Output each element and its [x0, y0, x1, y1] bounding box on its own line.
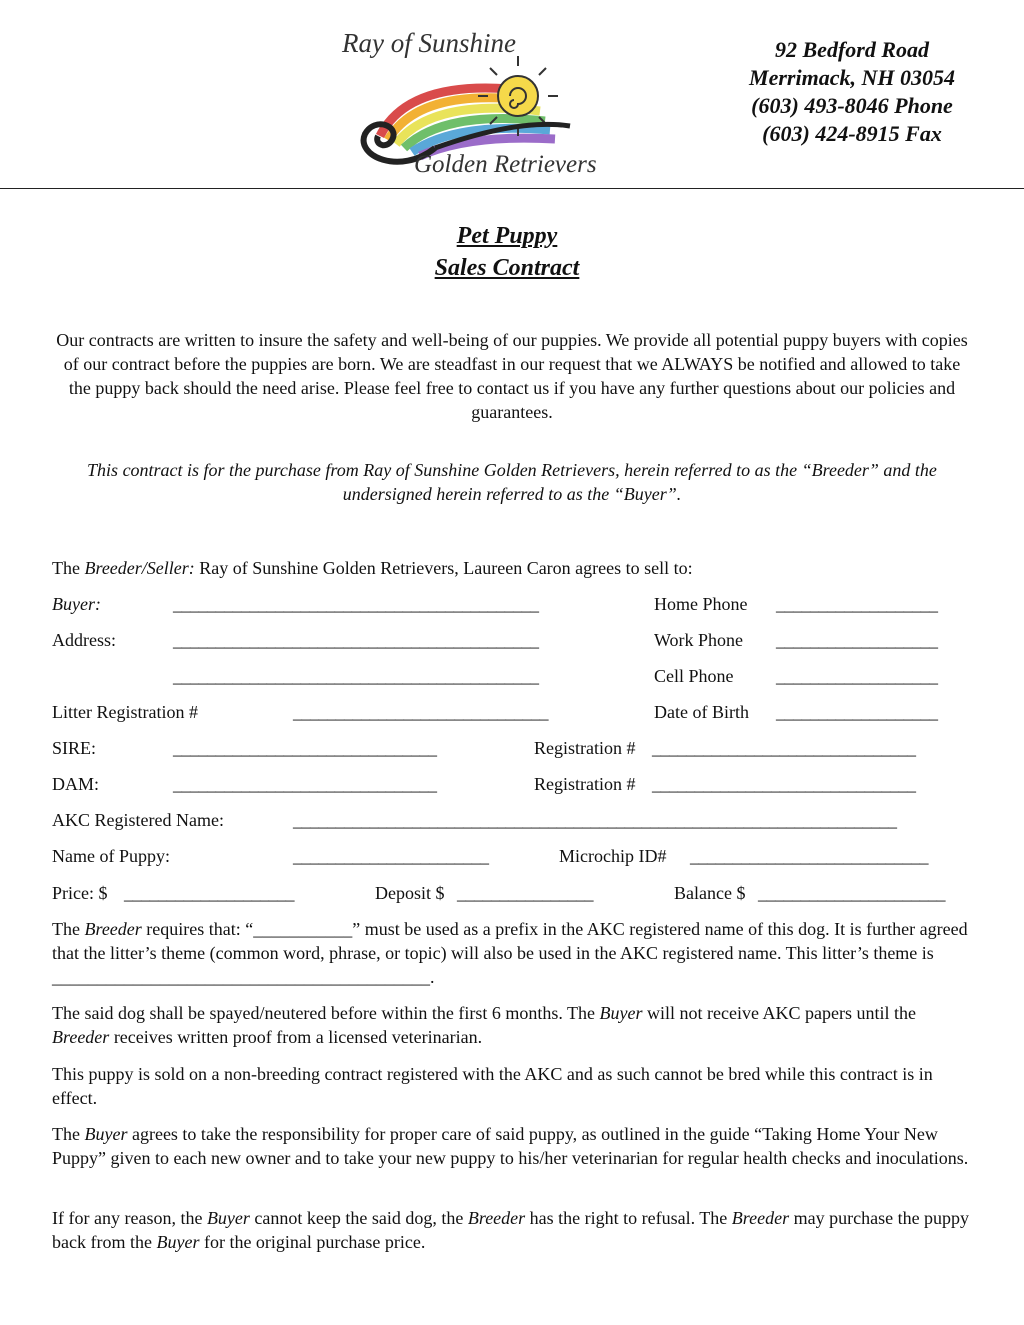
intro-paragraph: Our contracts are written to insure the safety and well-being of our puppies. We provide all potential puppy buyers with copies of our contract before the puppies are born. We are steadfast in our request that we ALWAYS be notified and allowed to take the puppy back should the need arise. Please feel free to contact us if you have any further questions about our policies and guarantees.	[56, 330, 968, 422]
sire-label: SIRE:	[52, 738, 97, 758]
svg-text:Golden Retrievers: Golden Retrievers	[414, 151, 597, 178]
dam-registration-field[interactable]: _______________________________	[652, 774, 916, 794]
buyer-label: Buyer:	[52, 594, 101, 614]
fax-number: (603) 424-8915 Fax	[762, 121, 942, 146]
dam-field[interactable]: _______________________________	[173, 774, 437, 794]
puppy-name-field[interactable]: _______________________	[293, 846, 489, 866]
litter-registration-label: Litter Registration #	[52, 702, 198, 722]
cell-phone-field[interactable]: ___________________	[776, 666, 938, 686]
work-phone-label: Work Phone	[654, 630, 744, 650]
balance-field[interactable]: ______________________	[758, 883, 945, 903]
address-label: Address:	[52, 630, 116, 650]
dam-registration-label: Registration #	[534, 774, 636, 794]
home-phone-label: Home Phone	[654, 594, 748, 614]
address-city: Merrimack, NH 03054	[749, 65, 955, 90]
price-field[interactable]: ____________________	[124, 883, 294, 903]
intro-italic-paragraph: This contract is for the purchase from Ray of Sunshine Golden Retrievers, herein referred to as the “Breeder” and the undersigned herein referred to as the “Buyer”.	[87, 460, 937, 504]
litter-registration-field[interactable]: ______________________________	[293, 702, 548, 722]
dam-label: DAM:	[52, 774, 100, 794]
microchip-field[interactable]: ____________________________	[690, 846, 928, 866]
date-of-birth-label: Date of Birth	[654, 702, 749, 722]
svg-text:Ray of Sunshine: Ray of Sunshine	[342, 28, 516, 58]
sire-field[interactable]: _______________________________	[173, 738, 437, 758]
balance-label: Balance $	[674, 883, 746, 903]
akc-name-field[interactable]: _______________________________________________________________________	[293, 810, 897, 830]
deposit-label: Deposit $	[375, 883, 445, 903]
refusal-paragraph: If for any reason, the Buyer cannot keep the said dog, the Breeder has the right to refusal. The Breeder may purchase the puppy back from the Buyer for the original purchase price.	[52, 1208, 970, 1252]
rainbow-sun-logo-icon	[340, 26, 650, 182]
title-line-1: Pet Puppy	[456, 223, 558, 249]
buyer-field[interactable]: ___________________________________________	[173, 594, 539, 614]
phone-number: (603) 493-8046 Phone	[751, 93, 953, 118]
sire-registration-field[interactable]: _______________________________	[652, 738, 916, 758]
sire-registration-label: Registration #	[534, 738, 636, 758]
price-label: Price: $	[52, 883, 108, 903]
address-field-1[interactable]: ___________________________________________	[173, 630, 539, 650]
home-phone-field[interactable]: ___________________	[776, 594, 938, 614]
spay-neuter-paragraph: The said dog shall be spayed/neutered before within the first 6 months. The Buyer will not receive AKC papers until the Breeder receives written proof from a licensed veterinarian.	[52, 1003, 916, 1047]
work-phone-field[interactable]: ___________________	[776, 630, 938, 650]
date-of-birth-field[interactable]: ___________________	[776, 702, 938, 722]
non-breeding-paragraph: This puppy is sold on a non-breeding contract registered with the AKC and as such cannot be bred while this contract is in effect.	[52, 1064, 933, 1108]
title-line-2: Sales Contract	[434, 255, 580, 281]
deposit-field[interactable]: ________________	[457, 883, 593, 903]
prefix-paragraph: The Breeder requires that: “___________” must be used as a prefix in the AKC registered name of this dog. It is further agreed that the litter’s theme (common word, phrase, or topic) will also be used in the AKC registered name. This litter’s theme is __________________________________________.	[52, 919, 968, 987]
cell-phone-label: Cell Phone	[654, 666, 734, 686]
header-divider	[0, 188, 1024, 189]
puppy-name-label: Name of Puppy:	[52, 846, 170, 866]
care-paragraph: The Buyer agrees to take the responsibility for proper care of said puppy, as outlined in the guide “Taking Home Your New Puppy” given to each new owner and to take your new puppy to his/her veterinarian for regular health checks and inoculations.	[52, 1124, 969, 1168]
seller-role: Breeder/Seller:	[84, 558, 195, 578]
microchip-label: Microchip ID#	[559, 846, 667, 866]
company-logo	[340, 26, 650, 182]
contact-address-block	[722, 36, 982, 148]
address-street: 92 Bedford Road	[775, 37, 929, 62]
address-field-2[interactable]: ___________________________________________	[173, 666, 539, 686]
seller-statement: The Breeder/Seller: Ray of Sunshine Golden Retrievers, Laureen Caron agrees to sell to:	[52, 558, 693, 578]
page-title	[0, 220, 1014, 284]
akc-name-label: AKC Registered Name:	[52, 810, 224, 830]
